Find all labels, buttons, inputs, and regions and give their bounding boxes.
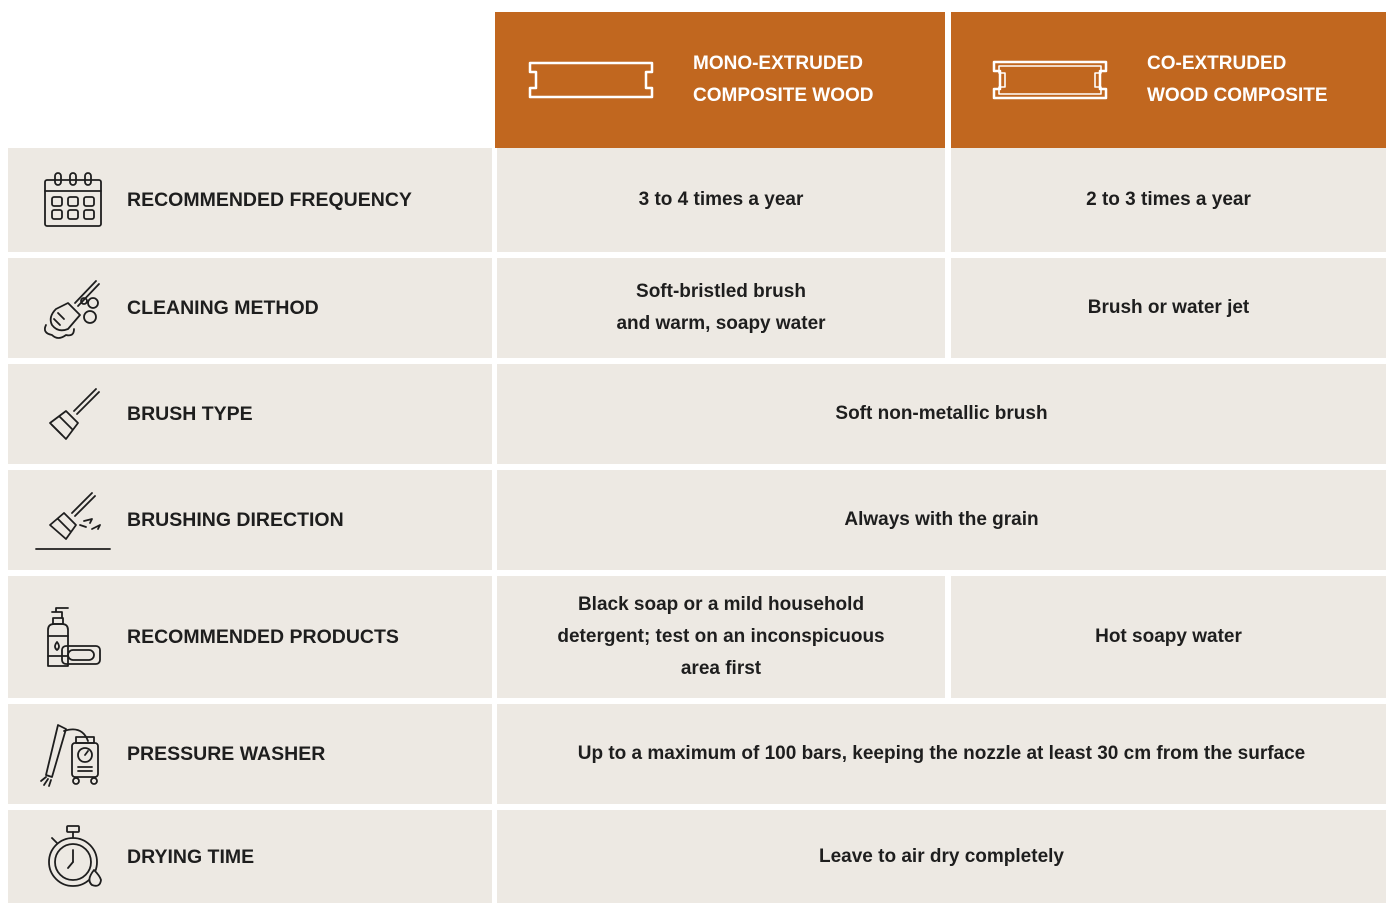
co-board-profile-icon	[991, 59, 1109, 101]
brush-icon	[38, 379, 108, 449]
shared-value-cell: Leave to air dry completely	[497, 810, 1386, 903]
shared-value-cell: Up to a maximum of 100 bars, keeping the nozzle at least 30 cm from the surface	[497, 704, 1386, 804]
table-row-products	[8, 576, 1386, 698]
mono-value-cell: 3 to 4 times a year	[497, 148, 945, 252]
mono-board-profile-icon	[527, 60, 655, 100]
row-label: BRUSHING DIRECTION	[127, 509, 344, 531]
row-label: RECOMMENDED PRODUCTS	[127, 626, 399, 648]
table-row-frequency	[8, 148, 1386, 252]
mono-value-cell: Black soap or a mild household detergent; test on an inconspicuous area first	[497, 576, 945, 698]
row-label: BRUSH TYPE	[127, 403, 253, 425]
row-label-cell	[8, 810, 492, 903]
pressure-washer-icon	[38, 719, 108, 789]
mono-value-cell: Soft-bristled brush and warm, soapy water	[497, 258, 945, 358]
row-label: CLEANING METHOD	[127, 297, 319, 319]
table-row-pressure-washer	[8, 704, 1386, 804]
row-label: PRESSURE WASHER	[127, 743, 326, 765]
column-header-mono-extruded	[495, 12, 945, 148]
stopwatch-drop-icon	[38, 822, 108, 892]
row-label: DRYING TIME	[127, 845, 255, 868]
row-label-cell	[8, 576, 492, 698]
column-header-label: CO-EXTRUDED WOOD COMPOSITE	[1147, 53, 1328, 106]
row-label: RECOMMENDED FREQUENCY	[127, 189, 412, 211]
shared-value-cell: Always with the grain	[497, 470, 1386, 570]
column-header-label: MONO-EXTRUDED COMPOSITE WOOD	[693, 53, 874, 106]
row-label-cell	[8, 148, 492, 252]
soap-products-icon	[38, 602, 108, 672]
calendar-icon	[38, 165, 108, 235]
cleaning-brush-bubbles-icon	[38, 273, 108, 343]
brushing-direction-icon	[34, 485, 114, 555]
shared-value-cell: Soft non-metallic brush	[497, 364, 1386, 464]
table-row-cleaning-method	[8, 258, 1386, 358]
table-row-brushing-direction	[8, 470, 1386, 570]
column-header-co-extruded	[951, 12, 1386, 148]
co-value-cell: 2 to 3 times a year	[951, 148, 1386, 252]
co-value-cell: Hot soapy water	[951, 576, 1386, 698]
row-label-cell	[8, 470, 492, 570]
row-label-cell	[8, 364, 492, 464]
table-row-brush-type	[8, 364, 1386, 464]
table-row-drying-time	[8, 810, 1386, 903]
row-label-cell	[8, 258, 492, 358]
co-value-cell: Brush or water jet	[951, 258, 1386, 358]
row-label-cell	[8, 704, 492, 804]
